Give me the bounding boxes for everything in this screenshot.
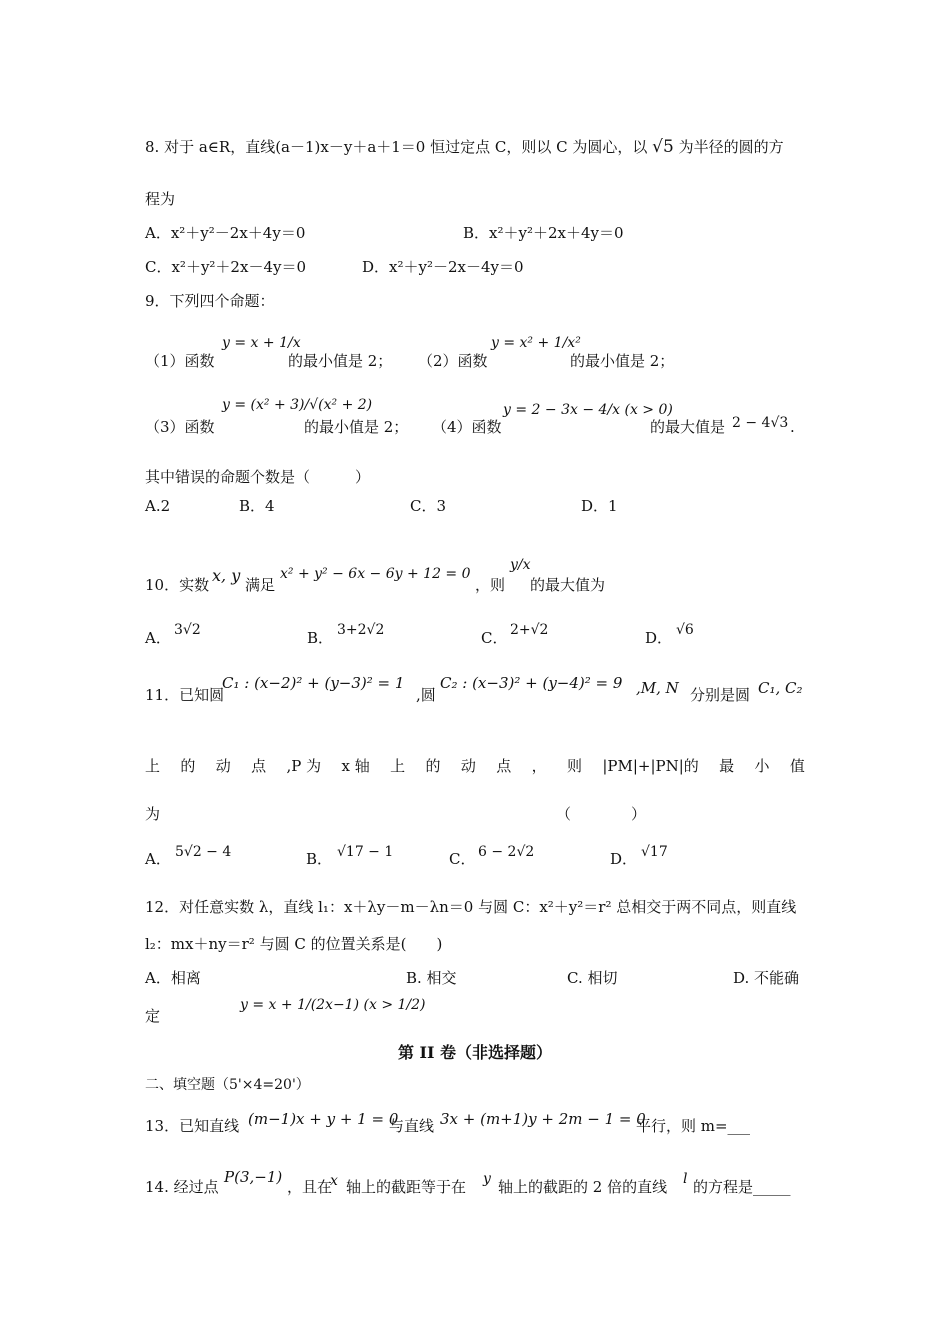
q8-option-a: A．x²＋y²－2x＋4y＝0 xyxy=(145,224,306,242)
q12-line1: 12．对任意实数 λ，直线 l₁：x＋λy－m－λn＝0 与圆 C：x²＋y²＝r² 总相交于两不同点，则直线 xyxy=(145,898,797,916)
q8-radius: √5 xyxy=(652,137,674,157)
q8-option-b: B．x²＋y²＋2x＋4y＝0 xyxy=(463,224,624,242)
q9-p4-value: 2 − 4√3 xyxy=(732,415,789,431)
q10-option-b xyxy=(307,627,333,649)
q11-c1c2: C₁, C₂ xyxy=(758,679,803,697)
q11-word: 的 xyxy=(425,757,441,775)
q10-option-c-value: 2+√2 xyxy=(510,622,549,638)
q11-word: 动 xyxy=(215,757,231,775)
q11-option-d-label: D． xyxy=(610,850,638,868)
q9-p2-formula: y = x² + 1/x² xyxy=(491,335,581,351)
q9-question: 其中错误的命题个数是（ ） xyxy=(145,468,371,486)
q10-equation: x² + y² − 6x − 6y + 12 = 0 xyxy=(280,566,471,582)
q11-option-c-label: C． xyxy=(449,850,476,868)
q8-option-d: D．x²＋y²－2x－4y＝0 xyxy=(362,258,524,276)
q9-option-c-label: C． xyxy=(410,497,437,515)
q11-word: 动 xyxy=(460,757,476,775)
q11-mid: ,圆 xyxy=(416,686,436,704)
q9-option-d-value: 1 xyxy=(608,497,618,515)
q14-l: l xyxy=(683,1171,688,1187)
q8-stem-line2: 程为 xyxy=(145,190,176,208)
q8-option-c: C．x²＋y²＋2x－4y＝0 xyxy=(145,258,307,276)
q9-option-b xyxy=(239,495,275,517)
q9-option-b-label: B． xyxy=(239,497,266,515)
q9-option-d xyxy=(581,495,618,517)
q14-stem-c: 轴上的截距等于在 xyxy=(346,1178,467,1196)
q12-option-b: B. 相交 xyxy=(406,969,457,987)
q8-stem-line1 xyxy=(145,136,784,158)
q9-p1-tail: 的最小值是 2； xyxy=(288,352,393,370)
q9-p1-label: （1）函数 xyxy=(145,352,215,370)
q11-option-c-value: 6 − 2√2 xyxy=(478,844,535,860)
q13-stem-b: 与直线 xyxy=(389,1117,435,1135)
q10-option-c xyxy=(481,627,507,649)
q11-word: 上 xyxy=(145,757,161,775)
q11-paren: （ ） xyxy=(556,805,647,823)
q10-ratio: y/x xyxy=(510,557,531,573)
q10-stem-b: 满足 xyxy=(245,576,276,594)
q10-option-b-label: B． xyxy=(307,629,334,647)
q10-option-a-value: 3√2 xyxy=(174,622,201,638)
q12-option-d: D. 不能确 xyxy=(733,969,800,987)
q9-p2-label: （2）函数 xyxy=(418,352,488,370)
q9-option-c-value: 3 xyxy=(436,497,447,515)
q11-option-b-label: B． xyxy=(306,850,333,868)
q9-p3-formula: y = (x² + 3)/√(x² + 2) xyxy=(222,397,373,413)
q9-p1-formula: y = x + 1/x xyxy=(222,335,301,351)
q11-word: 点 xyxy=(496,757,512,775)
q11-word: 上 xyxy=(390,757,406,775)
q14-stem-d: 轴上的截距的 2 倍的直线 xyxy=(498,1178,668,1196)
q9-option-a-value: 2 xyxy=(160,497,171,515)
q11-word: 则 xyxy=(566,757,582,775)
q10-stem-d: 的最大值为 xyxy=(530,576,606,594)
q11-word: |PM|+|PN|的 xyxy=(602,757,699,775)
q11-option-b-value: √17 − 1 xyxy=(337,844,394,860)
q13-line2: 3x + (m+1)y + 2m − 1 = 0 xyxy=(440,1110,646,1128)
q9-p2-tail: 的最小值是 2； xyxy=(570,352,675,370)
q10-option-d xyxy=(645,627,672,649)
q11-stem-b: 分别是圆 xyxy=(690,686,751,704)
q14-stem-a: 14. 经过点 xyxy=(145,1178,219,1196)
q8-stem-part2: 为半径的圆的方 xyxy=(678,138,784,156)
q9-stem: 9．下列四个命题： xyxy=(145,292,275,310)
q11-option-a-value: 5√2 − 4 xyxy=(175,844,232,860)
q11-option-d xyxy=(610,848,637,870)
q11-c2: C₂ : (x−3)² + (y−4)² = 9 xyxy=(440,674,623,692)
q11-stem-a: 11．已知圆 xyxy=(145,686,225,704)
q10-stem-a: 10．实数 xyxy=(145,576,210,594)
q11-word: x 轴 xyxy=(341,757,370,775)
q14-y-axis: y xyxy=(483,1171,491,1187)
q9-p4-period: . xyxy=(790,418,795,436)
q14-stem-b: ，且在 xyxy=(287,1178,333,1196)
q14-point: P(3,−1) xyxy=(224,1168,283,1186)
q12-line2: l₂：mx＋ny＝r² 与圆 C 的位置关系是( ) xyxy=(145,935,443,953)
q9-p3-label: （3）函数 xyxy=(145,418,215,436)
q10-option-d-value: √6 xyxy=(676,622,694,638)
q11-option-b xyxy=(306,848,332,870)
part2-section: 二、填空题（5'×4=20'） xyxy=(145,1077,310,1093)
q12-stray-formula: y = x + 1/(2x−1) (x > 1/2) xyxy=(240,997,426,1013)
q9-p3-tail: 的最小值是 2； xyxy=(304,418,409,436)
q10-option-c-label: C． xyxy=(481,629,508,647)
q11-option-a-label: A． xyxy=(145,850,171,868)
q10-vars: x, y xyxy=(212,566,241,585)
q9-p4-tail: 的最大值是 xyxy=(650,418,726,436)
q14-x-axis: x xyxy=(330,1173,338,1189)
q11-word: 点 xyxy=(251,757,267,775)
q11-mn: ,M, N xyxy=(636,679,679,697)
q9-p4-formula: y = 2 − 3x − 4/x (x > 0) xyxy=(503,402,673,418)
q11-option-c xyxy=(449,848,475,870)
q11-word: 的 xyxy=(180,757,196,775)
q11-word: 最 xyxy=(719,757,735,775)
q10-option-a xyxy=(145,627,171,649)
q8-stem-part1: 8. 对于 a∈R，直线(a－1)x－y＋a＋1＝0 恒过定点 C，则以 C 为圆心，以 xyxy=(145,138,648,156)
q10-option-b-value: 3+2√2 xyxy=(337,622,385,638)
q10-option-d-label: D． xyxy=(645,629,673,647)
q9-option-a-label: A. xyxy=(145,497,161,515)
q11-line2 xyxy=(145,755,805,777)
q9-option-b-value: 4 xyxy=(265,497,275,515)
q11-line3: 为 xyxy=(145,805,161,823)
q9-p4-label: （4）函数 xyxy=(432,418,502,436)
q13-line1: (m−1)x + y + 1 = 0 xyxy=(248,1110,399,1128)
q9-option-c xyxy=(410,495,446,517)
q11-word: ,P 为 xyxy=(286,757,322,775)
q11-word: 值 xyxy=(789,757,805,775)
q10-option-a-label: A． xyxy=(145,629,171,647)
q13-stem-a: 13．已知直线 xyxy=(145,1117,240,1135)
part2-title: 第 II 卷（非选择题） xyxy=(397,1043,553,1062)
q12-option-d-cont: 定 xyxy=(145,1007,161,1025)
q11-word: 小 xyxy=(754,757,770,775)
q11-c1: C₁ : (x−2)² + (y−3)² = 1 xyxy=(222,674,405,692)
q11-word: ， xyxy=(531,757,547,775)
q10-stem-c: ，则 xyxy=(475,576,506,594)
q11-option-d-value: √17 xyxy=(641,844,668,860)
q12-option-c: C. 相切 xyxy=(567,969,618,987)
q13-stem-c: 平行，则 m=___ xyxy=(636,1117,751,1135)
q9-option-d-label: D． xyxy=(581,497,609,515)
q9-option-a xyxy=(145,495,170,517)
q12-option-a: A．相离 xyxy=(145,969,201,987)
q14-stem-e: 的方程是_____ xyxy=(693,1178,791,1196)
q11-option-a xyxy=(145,848,171,870)
